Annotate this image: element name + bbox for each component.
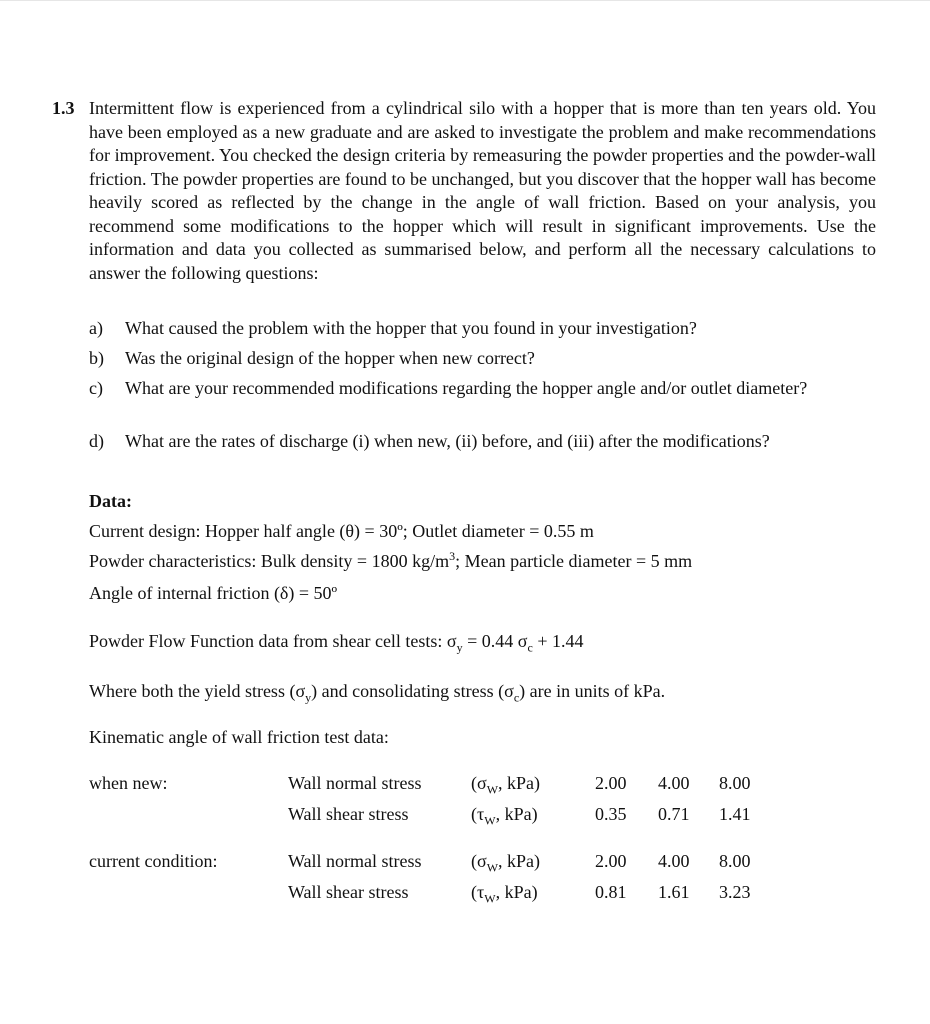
subquestion-text: Was the original design of the hopper when new correct? — [125, 348, 535, 368]
internal-friction-line: Angle of internal friction (δ) = 50º — [89, 583, 338, 603]
current-design-line: Current design: Hopper half angle (θ) = 30º; Outlet diameter = 0.55 m — [89, 521, 594, 541]
row-label: Wall normal stress — [288, 851, 422, 871]
table-value: 4.00 — [658, 851, 690, 871]
flow-function-line: Powder Flow Function data from shear cell tests: $\sigma_y = 0.44$ $\sigma_c + 1.44$ — [89, 631, 584, 655]
table-value: 4.00 — [658, 773, 690, 793]
table-value: 3.23 — [719, 882, 751, 902]
row-symbol: ($\tau_W$, kPa) — [471, 882, 538, 906]
subquestion-label: a) — [89, 318, 103, 338]
units-note-line: Where both the yield stress $(\sigma_y)$ and consolidating stress $(\sigma_c)$ are in units of kPa. — [89, 681, 666, 705]
row-label: Wall normal stress — [288, 773, 422, 793]
subquestion-text: What are the rates of discharge (i) when new, (ii) before, and (iii) after the modifications? — [125, 431, 770, 451]
table-value: 0.71 — [658, 804, 690, 824]
condition-label-new: when new: — [89, 773, 168, 793]
subquestion-label: c) — [89, 378, 103, 398]
table-value: 2.00 — [595, 773, 627, 793]
data-heading: Data: — [89, 491, 132, 511]
table-value: 0.35 — [595, 804, 627, 824]
table-value: 8.00 — [719, 851, 751, 871]
condition-label-current: current condition: — [89, 851, 218, 871]
table-value: 1.61 — [658, 882, 690, 902]
subquestion-text: What caused the problem with the hopper that you found in your investigation? — [125, 318, 697, 338]
powder-characteristics-line: Powder characteristics: Bulk density = 1800 $kg/m^3$; Mean particle diameter = 5 mm — [89, 549, 693, 571]
table-value: 1.41 — [719, 804, 751, 824]
row-symbol: ($\sigma_W$, kPa) — [471, 773, 541, 797]
question-body: Intermittent flow is experienced from a cylindrical silo with a hopper that is more than ten years old. You have been employed as a new graduate and are asked to investigate the problem and make recommendations for improvement. You checked the design criteria by remeasuring the powder properties and the powder-wall friction. The powder properties are found to be unchanged, but you discover that the hopper wall has become heavily scored as reflected by the change in the angle of wall friction. Based on your analysis, you recommend some modifications to the hopper which will result in significant improvements. Use the information and data you collected as summarised below, and perform all the necessary calculations to answer the following questions: — [89, 98, 876, 283]
table-value: 2.00 — [595, 851, 627, 871]
subquestion-label: b) — [89, 348, 104, 368]
subquestion-text: What are your recommended modifications regarding the hopper angle and/or outlet diameter? — [125, 378, 808, 398]
row-label: Wall shear stress — [288, 804, 409, 824]
row-symbol: ($\tau_W$, kPa) — [471, 804, 538, 828]
kinematic-heading: Kinematic angle of wall friction test data: — [89, 727, 389, 747]
table-value: 8.00 — [719, 773, 751, 793]
page-top-border — [0, 0, 930, 1]
table-value: 0.81 — [595, 882, 627, 902]
row-symbol: ($\sigma_W$, kPa) — [471, 851, 541, 875]
question-number: 1.3 — [52, 98, 75, 118]
subquestion-label: d) — [89, 431, 104, 451]
row-label: Wall shear stress — [288, 882, 409, 902]
